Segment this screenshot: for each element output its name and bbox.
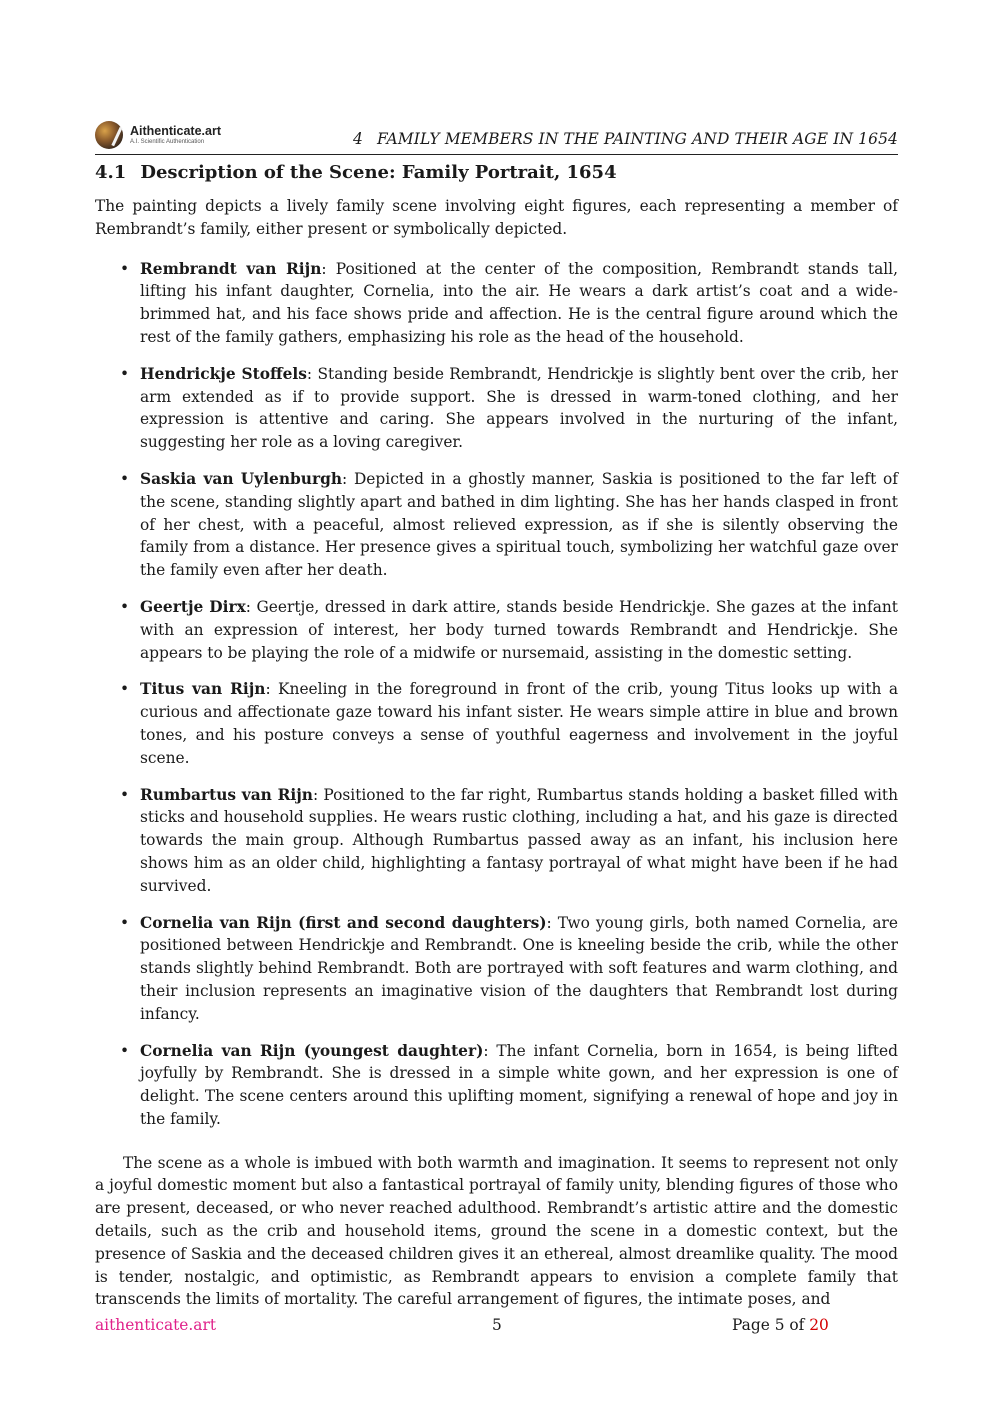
intro-paragraph: The painting depicts a lively family scene involving eight figures, each representing a member of Rembrandt’s family, either present or symbolically depicted. (95, 197, 898, 238)
list-item (140, 363, 898, 454)
section-heading (95, 162, 898, 183)
running-title (353, 130, 898, 148)
footer-page-label: Page 5 of (732, 1316, 805, 1334)
footer-website-link[interactable]: aithenticate.art (95, 1316, 217, 1334)
running-title-text: FAMILY MEMBERS IN THE PAINTING AND THEIR AGE IN 1654 (376, 130, 898, 148)
running-title-number: 4 (352, 130, 363, 148)
member-name: Geertje Dirx (140, 597, 246, 616)
member-name: Cornelia van Rijn (first and second daughters) (140, 913, 547, 932)
member-name: Hendrickje Stoffels (140, 364, 307, 383)
member-name: Titus van Rijn (140, 680, 266, 699)
member-name: Rumbartus van Rijn (140, 785, 313, 804)
list-item (140, 468, 898, 582)
footer-page-number: 5 (492, 1316, 502, 1334)
member-description: : Standing beside Rembrandt, Hendrickje is slightly bent over the crib, her arm extended as if to provide support. She is dressed in warm-toned clothing, and her expression is attentive and caring. She appears involved in the nurturing of the infant, suggesting her role as a loving caregiver. (140, 364, 898, 452)
section-title: Description of the Scene: Family Portrait, 1654 (140, 162, 617, 183)
footer-total-pages-link[interactable]: 20 (809, 1316, 829, 1334)
member-description: : Positioned at the center of the composition, Rembrandt stands tall, lifting his infant daughter, Cornelia, into the air. He wears a dark artist’s coat and a wide-brimmed hat, and his face shows pride and affection. He is the central figure around which the rest of the family gathers, emphasizing his role as the head of the household. (140, 259, 898, 346)
member-name: Cornelia van Rijn (youngest daughter) (140, 1041, 484, 1060)
page-content (95, 162, 898, 1311)
footer-page-count (732, 1316, 829, 1334)
member-description: : The infant Cornelia, born in 1654, is being lifted joyfully by Rembrandt. She is dressed in a simple white gown, and her expression is one of delight. The scene centers around this uplifting moment, signifying a renewal of hope and joy in the family. (140, 1041, 898, 1128)
member-description: : Kneeling in the foreground in front of the crib, young Titus looks up with a curious and affectionate gaze toward his infant sister. He wears simple attire in blue and brown tones, and his posture conveys a sense of youthful eagerness and involvement in the joyful scene. (140, 680, 898, 767)
list-item (140, 678, 898, 769)
member-description: : Depicted in a ghostly manner, Saskia is positioned to the far left of the scene, standing slightly apart and bathed in dim lighting. She has her hands clasped in front of her chest, with a peaceful, almost relieved expression, as if she is silently observing the family from a distance. Her presence gives a spiritual touch, symbolizing her watchful gaze over the family even after her death. (140, 469, 898, 580)
logo-name: Aithenticate.art (130, 123, 221, 138)
section-number: 4.1 (95, 162, 127, 183)
member-name: Rembrandt van Rijn (140, 259, 322, 278)
member-description: : Two young girls, both named Cornelia, are positioned between Hendrickje and Rembrandt. One is kneeling beside the crib, while the other stands slightly behind Rembrandt. Both are portrayed with soft features and warm clothing, and their inclusion represents an imaginative vision of the daughters that Rembrandt lost during infancy. (140, 913, 898, 1023)
list-item (140, 912, 898, 1026)
family-member-list (95, 258, 898, 1131)
list-item (140, 258, 898, 349)
page-footer (95, 1316, 898, 1340)
member-name: Saskia van Uylenburgh (140, 469, 343, 488)
list-item (140, 784, 898, 898)
list-item (140, 1040, 898, 1131)
logo (95, 120, 221, 150)
member-description: : Geertje, dressed in dark attire, stands beside Hendrickje. She gazes at the infant with an expression of interest, her body turned towards Rembrandt and Hendrickje. She appears to be playing the role of a midwife or nursemaid, assisting in the domestic setting. (140, 597, 898, 662)
list-item (140, 596, 898, 664)
member-description: : Positioned to the far right, Rumbartus stands holding a basket filled with sticks and household supplies. He wears rustic clothing, including a hat, and his gaze is directed towards the main group. Although Rumbartus passed away as an infant, his inclusion here shows him as an older child, highlighting a fantasy portrayal of what might have been if he had survived. (140, 785, 898, 895)
logo-tagline: A.I. Scientific Authentication (130, 139, 205, 146)
page-header (95, 118, 898, 155)
closing-paragraph: The scene as a whole is imbued with both warmth and imagination. It seems to represent not only a joyful domestic moment but also a fantastical portrayal of family unity, blending figures of those who are present, deceased, or who never reached adulthood. Rembrandt’s artistic attire and the domestic details, such as the crib and household items, ground the scene in a domestic context, but the presence of Saskia and the deceased children gives it an ethereal, almost dreamlike quality. The mood is tender, nostalgic, and optimistic, as Rembrandt appears to envision a complete family that transcends the limits of mortality. The careful arrangement of figures, the intimate poses, and (95, 1153, 898, 1309)
logo-brush-icon (95, 121, 123, 149)
